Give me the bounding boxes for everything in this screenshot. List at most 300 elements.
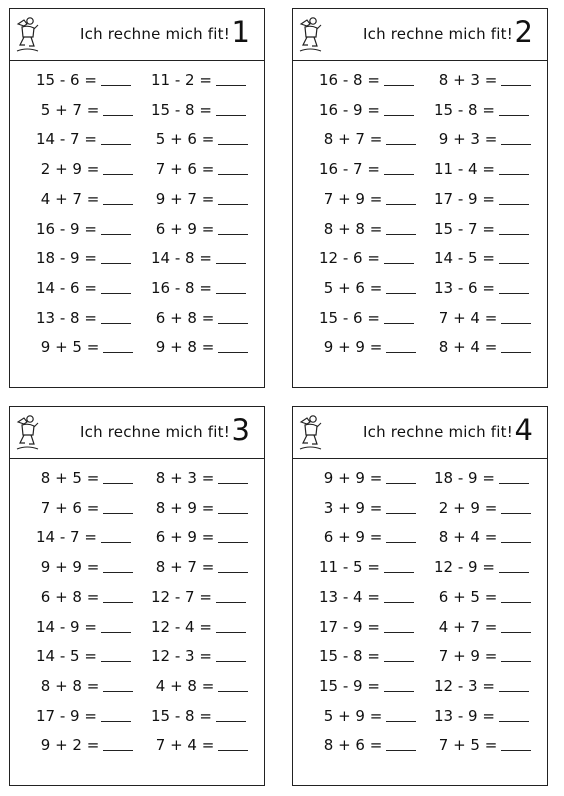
answer-blank[interactable] bbox=[101, 220, 131, 235]
task-row bbox=[293, 160, 547, 182]
math-expression: 12 - 4 = bbox=[151, 617, 212, 636]
math-expression: 15 - 6 = bbox=[36, 71, 97, 89]
math-expression: 6 + 8 = bbox=[151, 308, 215, 327]
task-row bbox=[10, 101, 264, 123]
math-expression: 5 + 6 = bbox=[319, 278, 383, 297]
math-task bbox=[36, 558, 133, 576]
card-title: Ich rechne mich fit! bbox=[363, 423, 513, 441]
task-row bbox=[10, 220, 264, 242]
answer-blank[interactable] bbox=[218, 677, 248, 692]
math-task bbox=[151, 130, 248, 148]
task-row bbox=[293, 338, 547, 360]
card-number: 1 bbox=[231, 15, 250, 49]
task-row bbox=[293, 677, 547, 699]
math-expression: 11 - 2 = bbox=[151, 71, 212, 89]
math-expression: 15 - 8 = bbox=[319, 647, 380, 666]
answer-blank[interactable] bbox=[101, 618, 131, 633]
math-task bbox=[36, 647, 131, 665]
math-task bbox=[434, 279, 529, 297]
answer-blank[interactable] bbox=[386, 528, 416, 543]
answer-blank[interactable] bbox=[103, 499, 133, 514]
answer-blank[interactable] bbox=[216, 588, 246, 603]
math-expression: 8 + 4 = bbox=[434, 528, 498, 547]
answer-blank[interactable] bbox=[384, 309, 414, 324]
answer-blank[interactable] bbox=[501, 71, 531, 86]
math-expression: 18 - 9 = bbox=[434, 469, 495, 487]
math-expression: 14 - 7 = bbox=[36, 130, 97, 149]
math-expression: 7 + 5 = bbox=[434, 736, 498, 755]
task-row bbox=[293, 279, 547, 301]
answer-blank[interactable] bbox=[218, 736, 248, 751]
task-row bbox=[10, 469, 264, 491]
task-row bbox=[10, 707, 264, 729]
answer-blank[interactable] bbox=[386, 707, 416, 722]
math-task bbox=[434, 101, 529, 119]
math-expression: 11 - 5 = bbox=[319, 558, 380, 577]
math-task bbox=[434, 160, 529, 178]
math-expression: 16 - 9 = bbox=[319, 100, 380, 119]
answer-blank[interactable] bbox=[101, 528, 131, 543]
task-row bbox=[293, 707, 547, 729]
math-expression: 8 + 4 = bbox=[434, 338, 498, 357]
math-task bbox=[434, 71, 531, 89]
answer-blank[interactable] bbox=[216, 618, 246, 633]
math-task bbox=[434, 499, 531, 517]
math-task bbox=[151, 707, 246, 725]
math-expression: 14 - 5 = bbox=[434, 249, 495, 268]
math-expression: 8 + 6 = bbox=[319, 736, 383, 755]
answer-blank[interactable] bbox=[101, 249, 131, 264]
answer-blank[interactable] bbox=[216, 647, 246, 662]
math-expression: 17 - 9 = bbox=[434, 189, 495, 208]
math-expression: 13 - 4 = bbox=[319, 587, 380, 606]
math-task bbox=[434, 588, 531, 606]
task-row bbox=[10, 71, 264, 93]
math-task bbox=[319, 499, 416, 517]
math-task bbox=[319, 707, 416, 725]
answer-blank[interactable] bbox=[101, 647, 131, 662]
card-number: 2 bbox=[514, 15, 533, 49]
worksheet-card-1 bbox=[9, 8, 265, 388]
card-header bbox=[10, 407, 264, 459]
answer-blank[interactable] bbox=[218, 130, 248, 145]
answer-blank[interactable] bbox=[499, 558, 529, 573]
math-expression: 16 - 7 = bbox=[319, 160, 380, 179]
task-row bbox=[10, 309, 264, 331]
math-task bbox=[151, 160, 248, 178]
task-row bbox=[10, 677, 264, 699]
math-expression: 4 + 7 = bbox=[434, 617, 498, 636]
answer-blank[interactable] bbox=[501, 647, 531, 662]
answer-blank[interactable] bbox=[499, 677, 529, 692]
task-row bbox=[293, 618, 547, 640]
answer-blank[interactable] bbox=[501, 309, 531, 324]
math-task bbox=[434, 190, 529, 208]
answer-blank[interactable] bbox=[218, 499, 248, 514]
answer-blank[interactable] bbox=[103, 736, 133, 751]
math-task bbox=[319, 528, 416, 546]
math-task bbox=[36, 618, 131, 636]
math-task bbox=[434, 618, 531, 636]
task-row bbox=[293, 130, 547, 152]
math-expression: 6 + 8 = bbox=[36, 587, 100, 606]
task-row bbox=[293, 499, 547, 521]
math-expression: 7 + 9 = bbox=[434, 647, 498, 666]
answer-blank[interactable] bbox=[216, 707, 246, 722]
math-expression: 3 + 9 = bbox=[319, 498, 383, 517]
math-expression: 9 + 9 = bbox=[319, 338, 383, 357]
answer-blank[interactable] bbox=[384, 249, 414, 264]
math-task bbox=[319, 160, 414, 178]
answer-blank[interactable] bbox=[384, 101, 414, 116]
math-task bbox=[151, 469, 248, 487]
math-task bbox=[151, 618, 246, 636]
math-task bbox=[319, 647, 414, 665]
math-expression: 16 - 8 = bbox=[151, 278, 212, 297]
card-number: 4 bbox=[514, 413, 533, 447]
math-task bbox=[434, 338, 531, 356]
math-expression: 8 + 8 = bbox=[319, 219, 383, 238]
worksheet-card-2 bbox=[292, 8, 548, 388]
math-expression: 6 + 9 = bbox=[319, 528, 383, 547]
math-task bbox=[434, 558, 529, 576]
math-task bbox=[319, 588, 414, 606]
math-expression: 14 - 7 = bbox=[36, 528, 97, 547]
math-expression: 9 + 3 = bbox=[434, 130, 498, 149]
answer-blank[interactable] bbox=[499, 190, 529, 205]
task-row bbox=[293, 647, 547, 669]
task-row bbox=[293, 101, 547, 123]
answer-blank[interactable] bbox=[103, 558, 133, 573]
task-row bbox=[293, 249, 547, 271]
task-row bbox=[10, 736, 264, 758]
card-number: 3 bbox=[231, 413, 250, 447]
answer-blank[interactable] bbox=[501, 736, 531, 751]
answer-blank[interactable] bbox=[218, 558, 248, 573]
answer-blank[interactable] bbox=[101, 279, 131, 294]
math-task bbox=[36, 469, 133, 487]
math-expression: 2 + 9 = bbox=[36, 160, 100, 179]
math-expression: 5 + 7 = bbox=[36, 100, 100, 119]
math-expression: 16 - 9 = bbox=[36, 219, 97, 238]
math-expression: 16 - 8 = bbox=[319, 71, 380, 89]
math-expression: 9 + 8 = bbox=[151, 338, 215, 357]
answer-blank[interactable] bbox=[103, 190, 133, 205]
math-expression: 12 - 7 = bbox=[151, 587, 212, 606]
math-task bbox=[319, 469, 416, 487]
math-expression: 15 - 8 = bbox=[151, 100, 212, 119]
answer-blank[interactable] bbox=[499, 249, 529, 264]
math-task bbox=[36, 249, 131, 267]
answer-blank[interactable] bbox=[499, 707, 529, 722]
card-title: Ich rechne mich fit! bbox=[80, 423, 230, 441]
math-expression: 11 - 4 = bbox=[434, 160, 495, 179]
math-task bbox=[151, 499, 248, 517]
math-task bbox=[36, 220, 131, 238]
math-task bbox=[36, 101, 133, 119]
answer-blank[interactable] bbox=[499, 220, 529, 235]
answer-blank[interactable] bbox=[101, 130, 131, 145]
math-expression: 6 + 9 = bbox=[151, 219, 215, 238]
answer-blank[interactable] bbox=[218, 220, 248, 235]
math-expression: 14 - 6 = bbox=[36, 278, 97, 297]
math-expression: 14 - 8 = bbox=[151, 249, 212, 268]
math-expression: 7 + 6 = bbox=[36, 498, 100, 517]
math-task bbox=[319, 309, 414, 327]
answer-blank[interactable] bbox=[499, 101, 529, 116]
math-task bbox=[434, 707, 529, 725]
math-expression: 5 + 9 = bbox=[319, 706, 383, 725]
math-task bbox=[151, 588, 246, 606]
math-task bbox=[434, 309, 531, 327]
task-row bbox=[10, 558, 264, 580]
math-expression: 6 + 5 = bbox=[434, 587, 498, 606]
answer-blank[interactable] bbox=[218, 190, 248, 205]
task-row bbox=[293, 558, 547, 580]
mascot-icon bbox=[297, 413, 323, 453]
task-row bbox=[293, 469, 547, 491]
math-expression: 9 + 5 = bbox=[36, 338, 100, 357]
task-row bbox=[293, 588, 547, 610]
task-row bbox=[10, 588, 264, 610]
math-expression: 8 + 8 = bbox=[36, 676, 100, 695]
math-expression: 8 + 9 = bbox=[151, 498, 215, 517]
answer-blank[interactable] bbox=[501, 499, 531, 514]
answer-blank[interactable] bbox=[101, 71, 131, 86]
math-expression: 14 - 5 = bbox=[36, 647, 97, 666]
task-row bbox=[10, 160, 264, 182]
math-task bbox=[36, 160, 133, 178]
answer-blank[interactable] bbox=[384, 71, 414, 86]
math-task bbox=[151, 101, 246, 119]
math-task bbox=[151, 71, 246, 89]
task-row bbox=[10, 249, 264, 271]
answer-blank[interactable] bbox=[384, 618, 414, 633]
math-task bbox=[151, 677, 248, 695]
card-header bbox=[10, 9, 264, 61]
math-expression: 17 - 9 = bbox=[319, 617, 380, 636]
answer-blank[interactable] bbox=[386, 190, 416, 205]
card-header bbox=[293, 407, 547, 459]
math-task bbox=[36, 588, 133, 606]
math-task bbox=[151, 220, 248, 238]
answer-blank[interactable] bbox=[103, 101, 133, 116]
math-expression: 9 + 9 = bbox=[36, 558, 100, 577]
answer-blank[interactable] bbox=[501, 528, 531, 543]
card-header bbox=[293, 9, 547, 61]
answer-blank[interactable] bbox=[501, 338, 531, 353]
task-row bbox=[10, 618, 264, 640]
math-expression: 4 + 8 = bbox=[151, 676, 215, 695]
answer-blank[interactable] bbox=[216, 101, 246, 116]
answer-blank[interactable] bbox=[103, 469, 133, 484]
answer-blank[interactable] bbox=[386, 279, 416, 294]
answer-blank[interactable] bbox=[218, 309, 248, 324]
math-task bbox=[434, 528, 531, 546]
answer-blank[interactable] bbox=[218, 160, 248, 175]
math-expression: 7 + 4 = bbox=[151, 736, 215, 755]
math-expression: 14 - 9 = bbox=[36, 617, 97, 636]
answer-blank[interactable] bbox=[103, 588, 133, 603]
task-row bbox=[10, 647, 264, 669]
math-expression: 7 + 9 = bbox=[319, 189, 383, 208]
math-expression: 9 + 2 = bbox=[36, 736, 100, 755]
math-task bbox=[434, 220, 529, 238]
math-expression: 18 - 9 = bbox=[36, 249, 97, 268]
math-task bbox=[319, 736, 416, 754]
answer-blank[interactable] bbox=[384, 558, 414, 573]
math-expression: 13 - 6 = bbox=[434, 278, 495, 297]
math-task bbox=[36, 71, 131, 89]
answer-blank[interactable] bbox=[501, 618, 531, 633]
math-task bbox=[151, 249, 246, 267]
math-task bbox=[434, 249, 529, 267]
math-task bbox=[36, 499, 133, 517]
answer-blank[interactable] bbox=[103, 160, 133, 175]
task-row bbox=[293, 220, 547, 242]
math-expression: 15 - 8 = bbox=[434, 100, 495, 119]
math-task bbox=[36, 528, 131, 546]
math-expression: 5 + 6 = bbox=[151, 130, 215, 149]
answer-blank[interactable] bbox=[101, 309, 131, 324]
answer-blank[interactable] bbox=[101, 707, 131, 722]
math-expression: 8 + 3 = bbox=[434, 71, 498, 89]
answer-blank[interactable] bbox=[218, 469, 248, 484]
math-expression: 12 - 3 = bbox=[434, 676, 495, 695]
math-task bbox=[151, 279, 246, 297]
answer-blank[interactable] bbox=[103, 338, 133, 353]
math-expression: 15 - 8 = bbox=[151, 706, 212, 725]
answer-blank[interactable] bbox=[103, 677, 133, 692]
math-expression: 12 - 3 = bbox=[151, 647, 212, 666]
math-task bbox=[36, 338, 133, 356]
answer-blank[interactable] bbox=[499, 469, 529, 484]
math-expression: 7 + 6 = bbox=[151, 160, 215, 179]
math-task bbox=[36, 190, 133, 208]
math-task bbox=[434, 647, 531, 665]
answer-blank[interactable] bbox=[218, 528, 248, 543]
answer-blank[interactable] bbox=[216, 249, 246, 264]
task-row bbox=[10, 499, 264, 521]
math-task bbox=[151, 309, 248, 327]
math-task bbox=[319, 249, 414, 267]
answer-blank[interactable] bbox=[499, 279, 529, 294]
math-task bbox=[319, 71, 414, 89]
math-expression: 15 - 7 = bbox=[434, 219, 495, 238]
answer-blank[interactable] bbox=[384, 647, 414, 662]
math-expression: 8 + 5 = bbox=[36, 469, 100, 487]
task-row bbox=[10, 130, 264, 152]
math-expression: 9 + 7 = bbox=[151, 189, 215, 208]
answer-blank[interactable] bbox=[501, 588, 531, 603]
math-expression: 9 + 9 = bbox=[319, 469, 383, 487]
math-expression: 7 + 4 = bbox=[434, 308, 498, 327]
answer-blank[interactable] bbox=[384, 677, 414, 692]
card-title: Ich rechne mich fit! bbox=[80, 25, 230, 43]
math-expression: 2 + 9 = bbox=[434, 498, 498, 517]
answer-blank[interactable] bbox=[386, 130, 416, 145]
math-task bbox=[434, 736, 531, 754]
mascot-icon bbox=[14, 413, 40, 453]
answer-blank[interactable] bbox=[386, 338, 416, 353]
math-expression: 4 + 7 = bbox=[36, 189, 100, 208]
task-row bbox=[293, 736, 547, 758]
task-row bbox=[10, 190, 264, 212]
mascot-icon bbox=[297, 15, 323, 55]
math-task bbox=[36, 279, 131, 297]
math-expression: 12 - 9 = bbox=[434, 558, 495, 577]
math-task bbox=[151, 528, 248, 546]
math-task bbox=[151, 647, 246, 665]
answer-blank[interactable] bbox=[384, 160, 414, 175]
task-row bbox=[293, 71, 547, 93]
answer-blank[interactable] bbox=[386, 736, 416, 751]
math-expression: 15 - 6 = bbox=[319, 308, 380, 327]
math-task bbox=[319, 130, 416, 148]
math-expression: 13 - 8 = bbox=[36, 308, 97, 327]
answer-blank[interactable] bbox=[501, 130, 531, 145]
task-row bbox=[293, 528, 547, 550]
task-row bbox=[10, 279, 264, 301]
math-expression: 8 + 7 = bbox=[151, 558, 215, 577]
math-expression: 15 - 9 = bbox=[319, 676, 380, 695]
answer-blank[interactable] bbox=[386, 499, 416, 514]
mascot-icon bbox=[14, 15, 40, 55]
answer-blank[interactable] bbox=[499, 160, 529, 175]
answer-blank[interactable] bbox=[386, 220, 416, 235]
math-expression: 8 + 3 = bbox=[151, 469, 215, 487]
math-task bbox=[36, 677, 133, 695]
card-title: Ich rechne mich fit! bbox=[363, 25, 513, 43]
answer-blank[interactable] bbox=[384, 588, 414, 603]
math-task bbox=[36, 736, 133, 754]
math-expression: 17 - 9 = bbox=[36, 706, 97, 725]
math-task bbox=[319, 677, 414, 695]
math-task bbox=[319, 558, 414, 576]
math-task bbox=[151, 338, 248, 356]
math-task bbox=[434, 130, 531, 148]
task-row bbox=[293, 190, 547, 212]
task-row bbox=[10, 338, 264, 360]
worksheet-card-3 bbox=[9, 406, 265, 786]
math-expression: 6 + 9 = bbox=[151, 528, 215, 547]
math-task bbox=[319, 618, 414, 636]
math-task bbox=[319, 220, 416, 238]
math-task bbox=[151, 736, 248, 754]
math-task bbox=[319, 101, 414, 119]
math-task bbox=[434, 469, 529, 487]
math-task bbox=[36, 707, 131, 725]
math-expression: 12 - 6 = bbox=[319, 249, 380, 268]
math-task bbox=[319, 190, 416, 208]
task-row bbox=[10, 528, 264, 550]
answer-blank[interactable] bbox=[216, 279, 246, 294]
math-task bbox=[36, 130, 131, 148]
math-task bbox=[151, 558, 248, 576]
math-expression: 8 + 7 = bbox=[319, 130, 383, 149]
math-expression: 13 - 9 = bbox=[434, 706, 495, 725]
worksheet-card-4 bbox=[292, 406, 548, 786]
math-task bbox=[319, 338, 416, 356]
math-task bbox=[434, 677, 529, 695]
math-task bbox=[319, 279, 416, 297]
answer-blank[interactable] bbox=[216, 71, 246, 86]
task-row bbox=[293, 309, 547, 331]
math-task bbox=[151, 190, 248, 208]
answer-blank[interactable] bbox=[386, 469, 416, 484]
answer-blank[interactable] bbox=[218, 338, 248, 353]
math-task bbox=[36, 309, 131, 327]
